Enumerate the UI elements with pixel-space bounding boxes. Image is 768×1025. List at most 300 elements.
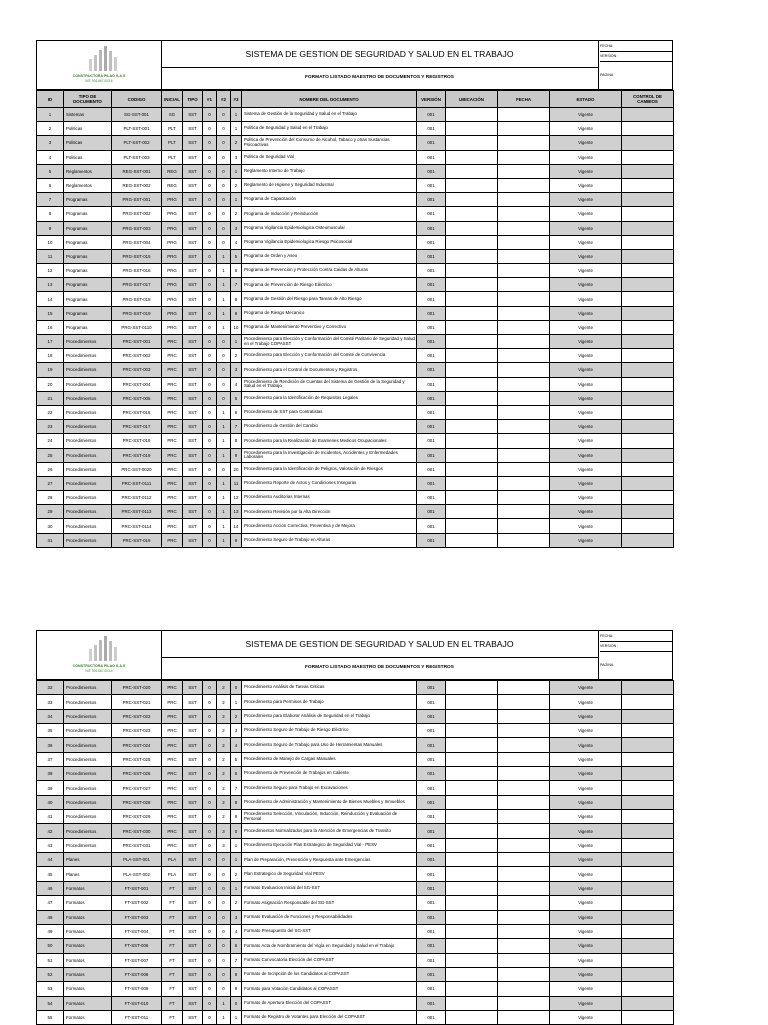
cell-ubicacion bbox=[446, 795, 498, 809]
table-row bbox=[37, 505, 674, 519]
cell-ubicacion bbox=[446, 476, 498, 490]
cell-tipo-documento: Procedimientos bbox=[64, 476, 112, 490]
cell-n3: 2 bbox=[231, 896, 242, 910]
cell-inicial: PLT bbox=[162, 150, 183, 164]
cell-n1: 0 bbox=[203, 420, 217, 434]
cell-codigo: PRG-SST-001 bbox=[112, 193, 162, 207]
cell-ubicacion bbox=[446, 505, 498, 519]
cell-id: 36 bbox=[37, 738, 64, 752]
cell-tipo-documento: Procedimientos bbox=[64, 335, 112, 349]
cell-control-cambios bbox=[622, 193, 674, 207]
cell-control-cambios bbox=[622, 278, 674, 292]
cell-version: 001 bbox=[417, 448, 446, 462]
cell-tipo: SST bbox=[183, 264, 203, 278]
cell-control-cambios bbox=[622, 939, 674, 953]
cell-id: 46 bbox=[37, 881, 64, 895]
cell-fecha bbox=[498, 335, 550, 349]
cell-inicial: PRC bbox=[162, 462, 183, 476]
cell-id: 4 bbox=[37, 150, 64, 164]
cell-n1: 0 bbox=[203, 519, 217, 533]
cell-id: 15 bbox=[37, 306, 64, 320]
cell-tipo: SST bbox=[183, 996, 203, 1010]
cell-version: 001 bbox=[417, 235, 446, 249]
cell-version: 001 bbox=[417, 681, 446, 695]
cell-tipo-documento: Programas bbox=[64, 221, 112, 235]
cell-version: 001 bbox=[417, 752, 446, 766]
cell-control-cambios bbox=[622, 824, 674, 838]
cell-n2: 0 bbox=[217, 377, 231, 391]
cell-estado: Vigente bbox=[550, 349, 622, 363]
table-row bbox=[37, 867, 674, 881]
cell-control-cambios bbox=[622, 724, 674, 738]
cell-nombre-documento: Procedimiento Selección, Vinculación, Inducción, Reinducción y Evaluación de Personal bbox=[242, 810, 417, 824]
cell-n3: 2 bbox=[231, 709, 242, 723]
cell-nombre-documento: Reglamento de Higiene y Seguridad Industrial bbox=[242, 178, 417, 192]
cell-inicial: PRC bbox=[162, 335, 183, 349]
cell-id: 10 bbox=[37, 235, 64, 249]
cell-id: 28 bbox=[37, 491, 64, 505]
cell-ubicacion bbox=[446, 391, 498, 405]
cell-n1: 0 bbox=[203, 320, 217, 334]
cell-ubicacion bbox=[446, 724, 498, 738]
cell-control-cambios bbox=[622, 476, 674, 490]
cell-inicial: PRG bbox=[162, 320, 183, 334]
cell-fecha bbox=[498, 953, 550, 967]
cell-inicial: PRC bbox=[162, 752, 183, 766]
cell-ubicacion bbox=[446, 164, 498, 178]
logo-company-name: CONSTRUCTORA PILAO S.A.S bbox=[72, 74, 126, 78]
cell-control-cambios bbox=[622, 1010, 674, 1024]
cell-ubicacion bbox=[446, 122, 498, 136]
cell-codigo: PRG-SST-019 bbox=[112, 306, 162, 320]
cell-inicial: FT bbox=[162, 924, 183, 938]
cell-inicial: PRC bbox=[162, 533, 183, 547]
cell-tipo: SST bbox=[183, 349, 203, 363]
cell-nombre-documento: Formato Evaluación de Funciones y Responsabilidades bbox=[242, 910, 417, 924]
cell-ubicacion bbox=[446, 867, 498, 881]
cell-codigo: FT-SST-004 bbox=[112, 924, 162, 938]
cell-control-cambios bbox=[622, 709, 674, 723]
cell-fecha bbox=[498, 853, 550, 867]
cell-codigo: PRC-SST-0112 bbox=[112, 491, 162, 505]
cell-inicial: PRG bbox=[162, 193, 183, 207]
cell-tipo-documento: Programas bbox=[64, 235, 112, 249]
cell-n2: 1 bbox=[217, 292, 231, 306]
cell-control-cambios bbox=[622, 320, 674, 334]
column-header-ubicacion: UBICACIÓN bbox=[446, 91, 498, 108]
table-row bbox=[37, 335, 674, 349]
cell-tipo: SST bbox=[183, 164, 203, 178]
cell-fecha bbox=[498, 910, 550, 924]
cell-tipo: SST bbox=[183, 363, 203, 377]
cell-version: 001 bbox=[417, 853, 446, 867]
cell-fecha bbox=[498, 249, 550, 263]
cell-n2: 1 bbox=[217, 491, 231, 505]
cell-inicial: FT bbox=[162, 896, 183, 910]
cell-nombre-documento: Procedimiento Auditorias Internas bbox=[242, 491, 417, 505]
cell-control-cambios bbox=[622, 108, 674, 122]
cell-ubicacion bbox=[446, 278, 498, 292]
cell-codigo: PRG-SST-015 bbox=[112, 249, 162, 263]
cell-version: 001 bbox=[417, 136, 446, 150]
table-row bbox=[37, 695, 674, 709]
cell-version: 001 bbox=[417, 491, 446, 505]
cell-version: 001 bbox=[417, 939, 446, 953]
cell-n2: 2 bbox=[217, 795, 231, 809]
cell-version: 001 bbox=[417, 420, 446, 434]
cell-n3: 7 bbox=[231, 420, 242, 434]
cell-nombre-documento: Programa de Capacitación bbox=[242, 193, 417, 207]
cell-control-cambios bbox=[622, 881, 674, 895]
cell-n1: 0 bbox=[203, 982, 217, 996]
cell-estado: Vigente bbox=[550, 810, 622, 824]
cell-n3: 3 bbox=[231, 221, 242, 235]
cell-tipo-documento: Procedimientos bbox=[64, 695, 112, 709]
cell-version: 001 bbox=[417, 996, 446, 1010]
cell-fecha bbox=[498, 838, 550, 852]
cell-n1: 0 bbox=[203, 363, 217, 377]
cell-control-cambios bbox=[622, 235, 674, 249]
table-row bbox=[37, 178, 674, 192]
cell-fecha bbox=[498, 724, 550, 738]
cell-nombre-documento: Programa de Gestión del Riesgo para Tareas de Alto Riesgo bbox=[242, 292, 417, 306]
cell-codigo: PRG-SST-016 bbox=[112, 264, 162, 278]
cell-id: 54 bbox=[37, 996, 64, 1010]
cell-version: 001 bbox=[417, 462, 446, 476]
cell-version: 001 bbox=[417, 349, 446, 363]
cell-n2: 1 bbox=[217, 320, 231, 334]
cell-control-cambios bbox=[622, 967, 674, 981]
cell-n1: 0 bbox=[203, 235, 217, 249]
cell-codigo: PRC-SST-022 bbox=[112, 709, 162, 723]
table-row bbox=[37, 781, 674, 795]
document-meta bbox=[598, 631, 672, 679]
table-row bbox=[37, 306, 674, 320]
cell-tipo-documento: Planes bbox=[64, 867, 112, 881]
logo-company-name: CONSTRUCTORA PILAO S.A.S bbox=[72, 664, 126, 668]
cell-n2: 0 bbox=[217, 939, 231, 953]
cell-n3: 1 bbox=[231, 838, 242, 852]
version-label: VERSION : bbox=[600, 641, 672, 652]
cell-id: 8 bbox=[37, 207, 64, 221]
cell-tipo-documento: Procedimientos bbox=[64, 795, 112, 809]
cell-id: 14 bbox=[37, 292, 64, 306]
cell-ubicacion bbox=[446, 767, 498, 781]
cell-n1: 0 bbox=[203, 967, 217, 981]
cell-fecha bbox=[498, 278, 550, 292]
cell-fecha bbox=[498, 476, 550, 490]
cell-fecha bbox=[498, 320, 550, 334]
table-row bbox=[37, 164, 674, 178]
cell-tipo-documento: Formatos bbox=[64, 982, 112, 996]
cell-n2: 0 bbox=[217, 896, 231, 910]
table-row bbox=[37, 533, 674, 547]
logo-nit: NIT: 901.667.003-4 bbox=[85, 79, 113, 83]
cell-id: 37 bbox=[37, 752, 64, 766]
cell-n1: 0 bbox=[203, 221, 217, 235]
cell-control-cambios bbox=[622, 781, 674, 795]
cell-n3: 4 bbox=[231, 377, 242, 391]
cell-fecha bbox=[498, 939, 550, 953]
cell-nombre-documento: Procedimiento de Manejo de Cargas Manuales bbox=[242, 752, 417, 766]
cell-tipo-documento: Planes bbox=[64, 853, 112, 867]
cell-n1: 0 bbox=[203, 824, 217, 838]
cell-ubicacion bbox=[446, 420, 498, 434]
cell-ubicacion bbox=[446, 681, 498, 695]
cell-estado: Vigente bbox=[550, 462, 622, 476]
cell-tipo: SST bbox=[183, 320, 203, 334]
cell-n2: 0 bbox=[217, 924, 231, 938]
cell-n3: 7 bbox=[231, 278, 242, 292]
table-row bbox=[37, 738, 674, 752]
cell-estado: Vigente bbox=[550, 448, 622, 462]
cell-n2: 2 bbox=[217, 781, 231, 795]
cell-n3: 7 bbox=[231, 953, 242, 967]
cell-nombre-documento: Procedimiento de Prevención de Trabajos en Caliente bbox=[242, 767, 417, 781]
fecha-label: FECHA: bbox=[600, 631, 672, 642]
cell-fecha bbox=[498, 221, 550, 235]
cell-codigo: PRC-SST-019 bbox=[112, 533, 162, 547]
cell-n3: 4 bbox=[231, 235, 242, 249]
table-row bbox=[37, 967, 674, 981]
column-header-version: VERSIÓN bbox=[417, 91, 446, 108]
logo-nit: NIT: 901.667.003-4 bbox=[85, 669, 113, 673]
cell-version: 001 bbox=[417, 738, 446, 752]
cell-estado: Vigente bbox=[550, 533, 622, 547]
cell-version: 001 bbox=[417, 533, 446, 547]
cell-control-cambios bbox=[622, 164, 674, 178]
table-row bbox=[37, 996, 674, 1010]
cell-fecha bbox=[498, 434, 550, 448]
cell-n3: 8 bbox=[231, 292, 242, 306]
cell-inicial: PRC bbox=[162, 724, 183, 738]
cell-inicial: FT bbox=[162, 953, 183, 967]
cell-codigo: PRC-SST-018 bbox=[112, 434, 162, 448]
cell-n2: 1 bbox=[217, 505, 231, 519]
document-subtitle: FORMATO LISTADO MAESTRO DE DOCUMENTOS Y REGISTROS bbox=[305, 665, 454, 670]
cell-nombre-documento: Procedimiento para el Control de Documentos y Registros bbox=[242, 363, 417, 377]
cell-control-cambios bbox=[622, 462, 674, 476]
cell-n2: 0 bbox=[217, 335, 231, 349]
cell-version: 001 bbox=[417, 519, 446, 533]
fecha-label: FECHA: bbox=[600, 41, 672, 52]
cell-inicial: PLT bbox=[162, 136, 183, 150]
cell-ubicacion bbox=[446, 264, 498, 278]
column-header-n3: #3 bbox=[231, 91, 242, 108]
cell-tipo: SST bbox=[183, 838, 203, 852]
cell-n1: 0 bbox=[203, 939, 217, 953]
cell-codigo: PRG-SST-017 bbox=[112, 278, 162, 292]
cell-codigo: FT-SST-002 bbox=[112, 896, 162, 910]
cell-n2: 2 bbox=[217, 752, 231, 766]
cell-inicial: PRC bbox=[162, 349, 183, 363]
cell-control-cambios bbox=[622, 363, 674, 377]
cell-version: 001 bbox=[417, 709, 446, 723]
cell-codigo: FT-SST-011 bbox=[112, 1010, 162, 1024]
cell-n3: 1 bbox=[231, 695, 242, 709]
cell-codigo: PRC-SST-021 bbox=[112, 695, 162, 709]
cell-inicial: PRC bbox=[162, 405, 183, 419]
table-row bbox=[37, 824, 674, 838]
cell-codigo: PRC-SST-005 bbox=[112, 391, 162, 405]
cell-nombre-documento: Procedimiento Seguro para Trabajo en Excavaciones bbox=[242, 781, 417, 795]
cell-n2: 3 bbox=[217, 824, 231, 838]
cell-id: 51 bbox=[37, 953, 64, 967]
table-row bbox=[37, 391, 674, 405]
cell-inicial: PRC bbox=[162, 363, 183, 377]
cell-n1: 0 bbox=[203, 462, 217, 476]
cell-tipo-documento: Procedimientos bbox=[64, 781, 112, 795]
cell-n2: 0 bbox=[217, 164, 231, 178]
cell-inicial: PRC bbox=[162, 434, 183, 448]
cell-ubicacion bbox=[446, 249, 498, 263]
cell-estado: Vigente bbox=[550, 824, 622, 838]
cell-tipo: SST bbox=[183, 967, 203, 981]
sheet-page-1 bbox=[36, 40, 673, 548]
cell-nombre-documento: Politica de Seguridad Vial bbox=[242, 150, 417, 164]
cell-version: 001 bbox=[417, 867, 446, 881]
table-row bbox=[37, 193, 674, 207]
cell-tipo-documento: Formatos bbox=[64, 910, 112, 924]
cell-tipo-documento: Programas bbox=[64, 292, 112, 306]
cell-version: 001 bbox=[417, 695, 446, 709]
pagina-label: PAGINA bbox=[600, 73, 614, 77]
cell-n1: 0 bbox=[203, 448, 217, 462]
cell-n3: 2 bbox=[231, 349, 242, 363]
cell-tipo-documento: Formatos bbox=[64, 996, 112, 1010]
cell-n1: 0 bbox=[203, 278, 217, 292]
cell-fecha bbox=[498, 867, 550, 881]
cell-control-cambios bbox=[622, 391, 674, 405]
cell-control-cambios bbox=[622, 533, 674, 547]
cell-control-cambios bbox=[622, 982, 674, 996]
cell-n2: 1 bbox=[217, 249, 231, 263]
cell-estado: Vigente bbox=[550, 838, 622, 852]
cell-codigo: PLT-SST-002 bbox=[112, 136, 162, 150]
cell-inicial: PRC bbox=[162, 709, 183, 723]
table-row bbox=[37, 405, 674, 419]
cell-fecha bbox=[498, 235, 550, 249]
cell-tipo-documento: Procedimientos bbox=[64, 810, 112, 824]
cell-fecha bbox=[498, 695, 550, 709]
cell-inicial: SG bbox=[162, 108, 183, 122]
cell-tipo-documento: Procedimientos bbox=[64, 824, 112, 838]
cell-ubicacion bbox=[446, 752, 498, 766]
cell-n2: 1 bbox=[217, 405, 231, 419]
cell-version: 001 bbox=[417, 335, 446, 349]
cell-ubicacion bbox=[446, 838, 498, 852]
cell-n1: 0 bbox=[203, 264, 217, 278]
cell-version: 001 bbox=[417, 391, 446, 405]
cell-tipo: SST bbox=[183, 405, 203, 419]
cell-codigo: PRC-SST-0113 bbox=[112, 505, 162, 519]
cell-version: 001 bbox=[417, 178, 446, 192]
cell-estado: Vigente bbox=[550, 264, 622, 278]
cell-fecha bbox=[498, 178, 550, 192]
cell-codigo: REG-SST-001 bbox=[112, 164, 162, 178]
cell-n2: 0 bbox=[217, 193, 231, 207]
cell-codigo: SG-SST-001 bbox=[112, 108, 162, 122]
cell-n3: 8 bbox=[231, 967, 242, 981]
cell-id: 34 bbox=[37, 709, 64, 723]
cell-fecha bbox=[498, 810, 550, 824]
cell-nombre-documento: Programa de Riesgo Mecanico bbox=[242, 306, 417, 320]
cell-fecha bbox=[498, 122, 550, 136]
cell-control-cambios bbox=[622, 681, 674, 695]
cell-nombre-documento: Procedimiento Ejecución Plan Estrategico de Seguridad Vial - PESV bbox=[242, 838, 417, 852]
cell-n2: 1 bbox=[217, 448, 231, 462]
cell-n1: 0 bbox=[203, 164, 217, 178]
cell-tipo-documento: Procedimientos bbox=[64, 709, 112, 723]
cell-control-cambios bbox=[622, 752, 674, 766]
table-row bbox=[37, 434, 674, 448]
cell-n3: 5 bbox=[231, 752, 242, 766]
cell-ubicacion bbox=[446, 306, 498, 320]
cell-tipo: SST bbox=[183, 136, 203, 150]
cell-estado: Vigente bbox=[550, 881, 622, 895]
cell-estado: Vigente bbox=[550, 996, 622, 1010]
cell-nombre-documento: Programa de Prevención y Protección Contra Caidas de Alturas bbox=[242, 264, 417, 278]
cell-tipo: SST bbox=[183, 420, 203, 434]
cell-ubicacion bbox=[446, 108, 498, 122]
cell-inicial: PLA bbox=[162, 867, 183, 881]
cell-nombre-documento: Formato Presupuesto del SG-SST bbox=[242, 924, 417, 938]
cell-n2: 0 bbox=[217, 122, 231, 136]
cell-n1: 0 bbox=[203, 292, 217, 306]
cell-inicial: FT bbox=[162, 1010, 183, 1024]
cell-codigo: FT-SST-006 bbox=[112, 939, 162, 953]
cell-tipo-documento: Procedimientos bbox=[64, 752, 112, 766]
cell-inicial: PRC bbox=[162, 795, 183, 809]
cell-n3: 0 bbox=[231, 996, 242, 1010]
cell-n1: 0 bbox=[203, 752, 217, 766]
cell-tipo: SST bbox=[183, 910, 203, 924]
column-header-tipo: TIPO bbox=[183, 91, 203, 108]
table-row bbox=[37, 320, 674, 334]
cell-tipo-documento: Formatos bbox=[64, 1010, 112, 1024]
version-label: VERSION : bbox=[600, 51, 672, 62]
building-logo-icon bbox=[87, 635, 123, 661]
document-meta bbox=[598, 41, 672, 89]
cell-fecha bbox=[498, 136, 550, 150]
cell-version: 001 bbox=[417, 306, 446, 320]
cell-tipo: SST bbox=[183, 752, 203, 766]
cell-nombre-documento: Procedimiento para la Identificación de Peligros, Valoración de Riesgos bbox=[242, 462, 417, 476]
cell-n3: 0 bbox=[231, 824, 242, 838]
cell-inicial: PRC bbox=[162, 377, 183, 391]
cell-tipo-documento: Procedimientos bbox=[64, 491, 112, 505]
cell-ubicacion bbox=[446, 967, 498, 981]
cell-id: 12 bbox=[37, 264, 64, 278]
cell-ubicacion bbox=[446, 207, 498, 221]
cell-n2: 2 bbox=[217, 724, 231, 738]
cell-version: 001 bbox=[417, 924, 446, 938]
cell-nombre-documento: Procedimiento Seguro de Trabajo de Riesgo Eléctrico bbox=[242, 724, 417, 738]
cell-ubicacion bbox=[446, 221, 498, 235]
cell-tipo: SST bbox=[183, 278, 203, 292]
cell-inicial: FT bbox=[162, 982, 183, 996]
cell-estado: Vigente bbox=[550, 476, 622, 490]
table-row bbox=[37, 881, 674, 895]
cell-tipo: SST bbox=[183, 150, 203, 164]
cell-fecha bbox=[498, 491, 550, 505]
cell-id: 40 bbox=[37, 795, 64, 809]
cell-n3: 0 bbox=[231, 681, 242, 695]
cell-tipo: SST bbox=[183, 292, 203, 306]
cell-id: 9 bbox=[37, 221, 64, 235]
cell-codigo: PRC-SST-028 bbox=[112, 795, 162, 809]
cell-fecha bbox=[498, 462, 550, 476]
